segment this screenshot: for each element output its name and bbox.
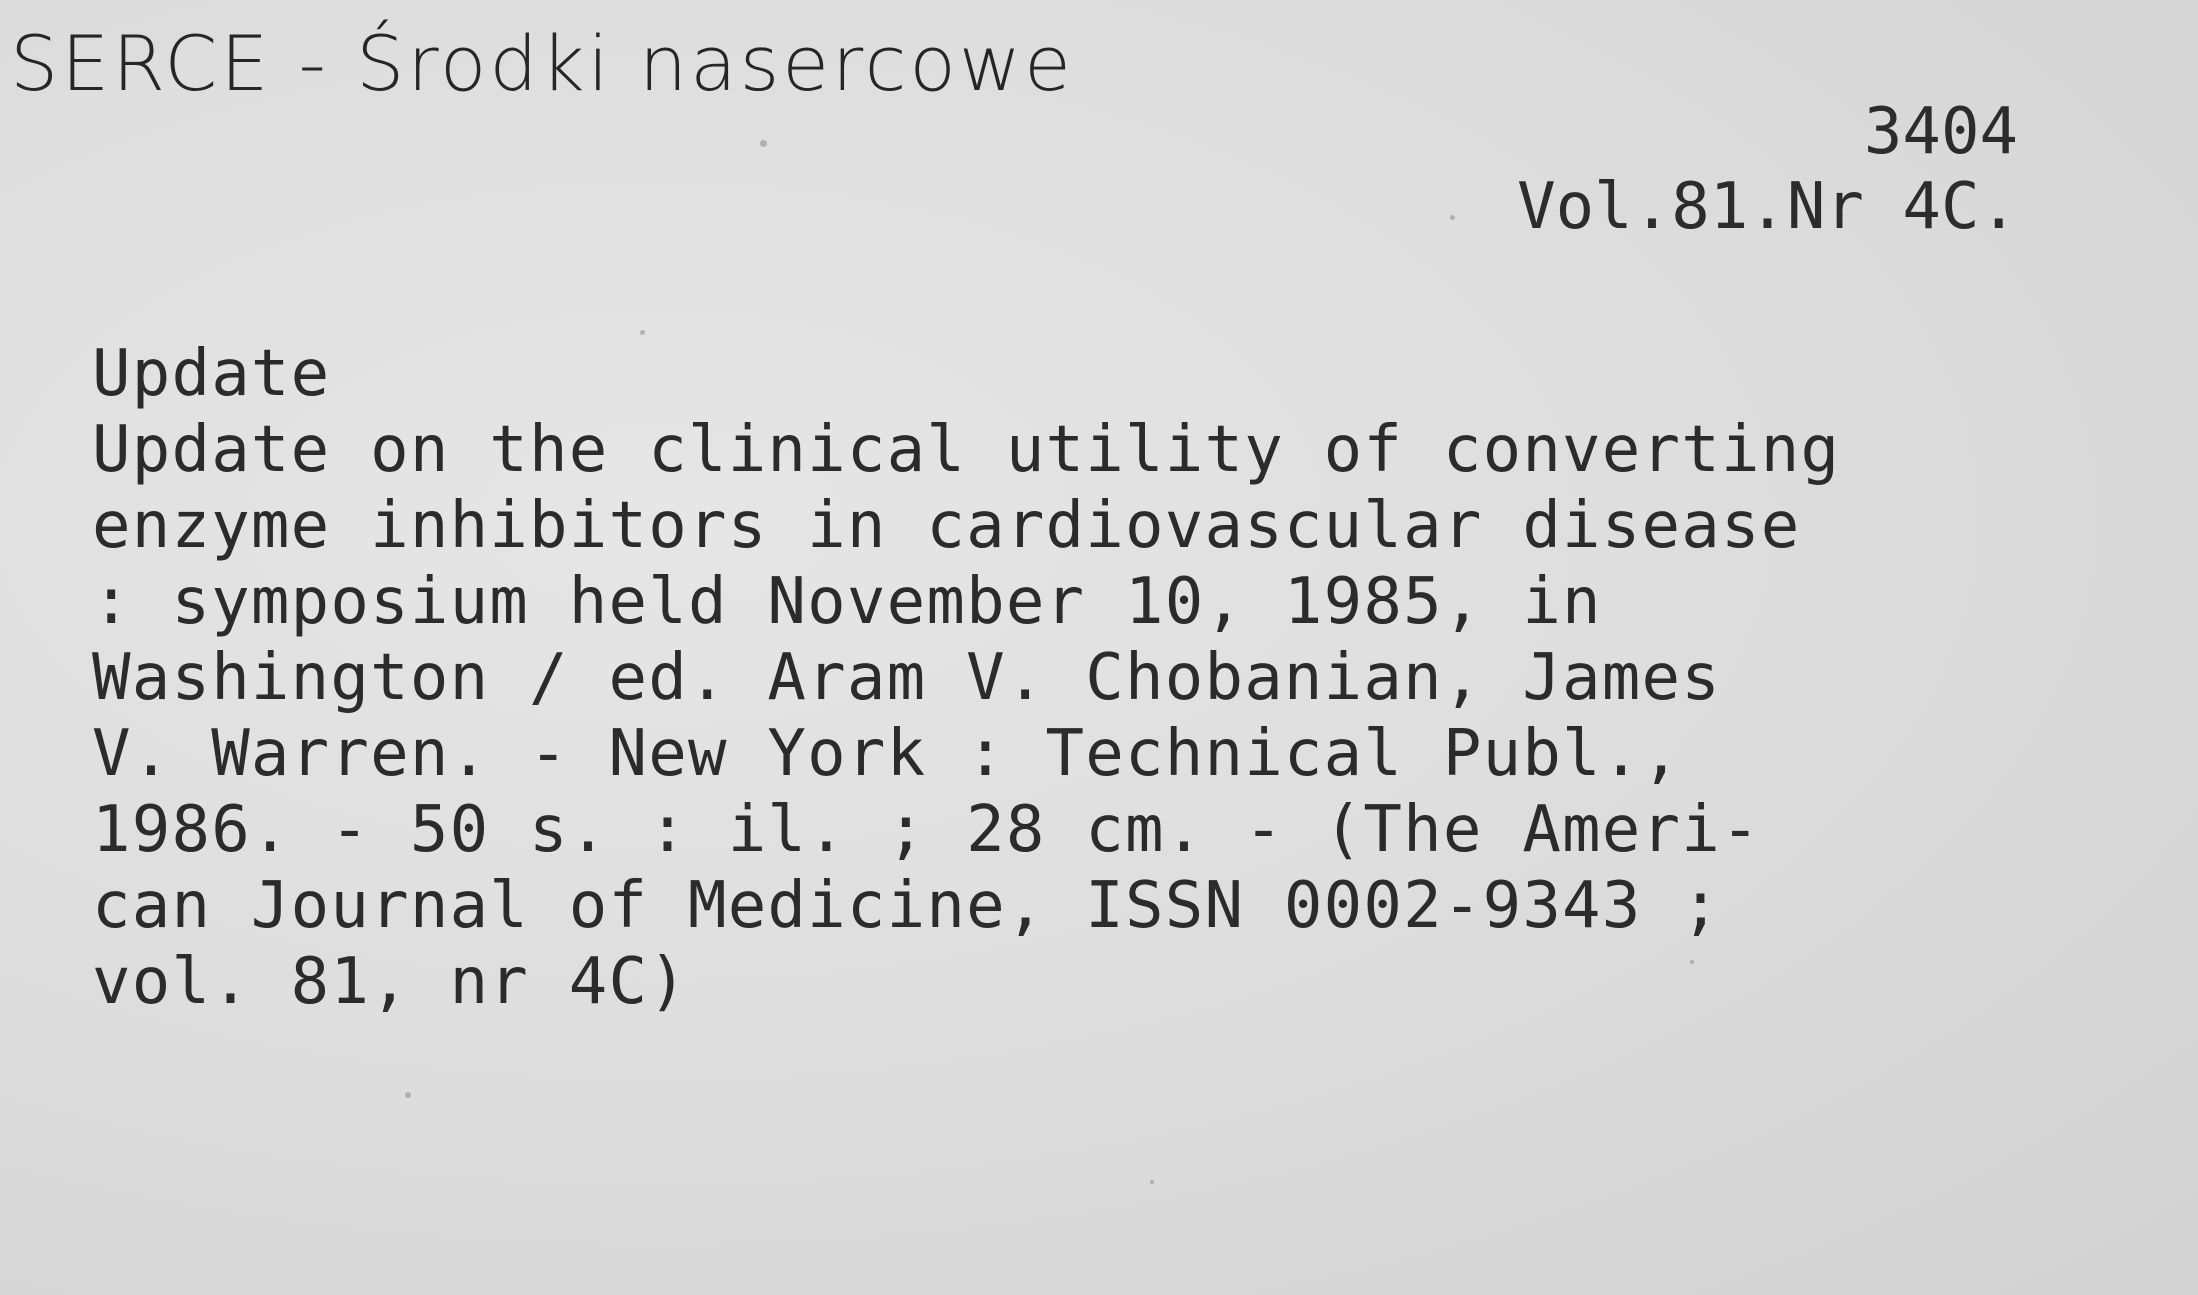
paper-speck bbox=[405, 1092, 411, 1098]
call-number: 3404 bbox=[1863, 95, 2018, 169]
record-line-subtitle: : symposium held November 10, 1985, in bbox=[92, 565, 1602, 639]
paper-speck bbox=[1450, 215, 1455, 220]
volume-reference: Vol.81.Nr 4C. bbox=[1517, 170, 2018, 244]
record-line-title: Update on the clinical utility of converting bbox=[92, 413, 1841, 487]
record-line-publisher: V. Warren. - New York : Technical Publ., bbox=[92, 717, 1682, 791]
record-line-physical-description: 1986. - 50 s. : il. ; 28 cm. - (The Ameri- bbox=[92, 793, 1761, 867]
record-line-series: can Journal of Medicine, ISSN 0002-9343 ; bbox=[92, 869, 1721, 943]
subject-heading: SERCE - Środki nasercowe bbox=[10, 19, 1074, 108]
paper-speck bbox=[640, 330, 645, 335]
paper-speck bbox=[760, 140, 767, 147]
record-line-title-cont: enzyme inhibitors in cardiovascular disease bbox=[92, 489, 1801, 563]
record-line-series-volume: vol. 81, nr 4C) bbox=[92, 945, 688, 1019]
record-line-editors: Washington / ed. Aram V. Chobanian, James bbox=[92, 641, 1721, 715]
paper-speck bbox=[1150, 1180, 1154, 1184]
record-line-uniform-title: Update bbox=[92, 337, 331, 411]
bibliographic-record bbox=[92, 336, 2192, 1020]
